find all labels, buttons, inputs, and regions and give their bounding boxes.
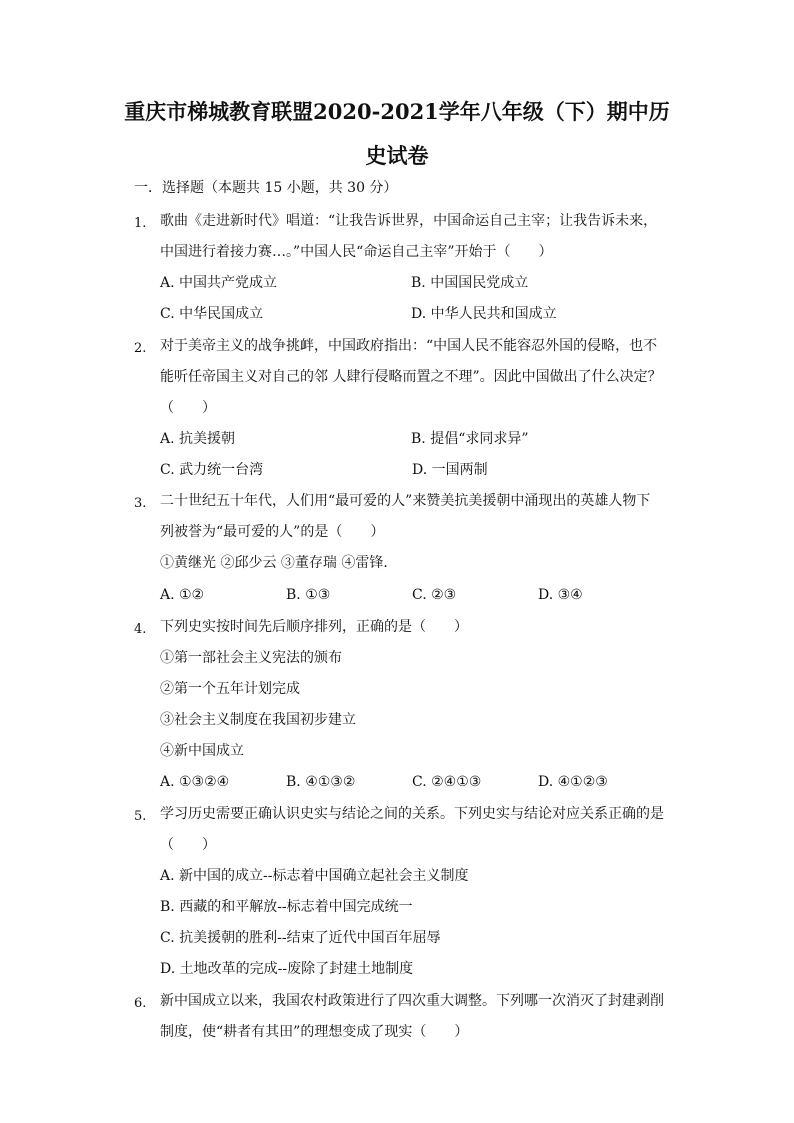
option-b: B. 提倡“求同求异” — [411, 431, 529, 447]
option-a: A. 中国共产党成立 — [160, 275, 278, 291]
question-stem-line: 列被誉为“最可爱的人”的是（ ） — [160, 524, 385, 540]
option-b: B. ①③ — [286, 587, 331, 603]
question-number: 3. — [134, 496, 147, 511]
question-stem-line: 下列史实按时间先后顺序排列，正确的是（ ） — [160, 619, 468, 635]
question-stem-line: （ ） — [160, 837, 216, 853]
option-a: A. 新中国的成立--标志着中国确立起社会主义制度 — [160, 868, 469, 884]
option-b: B. 西藏的和平解放--标志着中国完成统一 — [160, 899, 413, 915]
page-title-line-1: 重庆市梯城教育联盟2020-2021学年八年级（下）期中历 — [124, 99, 670, 124]
option-d: D. 一国两制 — [412, 462, 488, 478]
question-stem-line: 中国进行着接力赛…。”中国人民“命运自己主宰”开始于（ ） — [160, 244, 553, 260]
question-stem-line: ①第一部社会主义宪法的颁布 — [160, 650, 342, 666]
question-stem-line: ③社会主义制度在我国初步建立 — [160, 712, 356, 728]
option-c: C. 抗美援朝的胜利--结束了近代中国百年屈辱 — [160, 930, 441, 946]
question-stem-line: 学习历史需要正确认识史实与结论之间的关系。下列史实与结论对应关系正确的是 — [160, 806, 664, 822]
question-stem-line: 制度，使“耕者有其田”的理想变成了现实（ ） — [160, 1024, 469, 1040]
section-heading: 一．选择题（本题共 15 小题，共 30 分） — [134, 180, 398, 196]
question-stem-line: ①黄继光 ②邱少云 ③董存瑞 ④雷锋． — [160, 555, 398, 571]
option-d: D. ④①②③ — [538, 774, 608, 790]
option-c: C. 武力统一台湾 — [160, 462, 264, 478]
option-a: A. ①③②④ — [160, 774, 230, 790]
question-stem-line: 新中国成立以来，我国农村政策进行了四次重大调整。下列哪一次消灭了封建剥削 — [160, 993, 664, 1009]
question-stem-line: 歌曲《走进新时代》唱道：“让我告诉世界，中国命运自己主宰；让我告诉未来， — [160, 213, 658, 229]
option-c: C. ②④①③ — [412, 774, 482, 790]
option-a: A. 抗美援朝 — [160, 431, 236, 447]
question-number: 1. — [134, 216, 147, 231]
option-d: D. 土地改革的完成--废除了封建土地制度 — [160, 961, 414, 977]
option-b: B. ④①③② — [286, 774, 356, 790]
question-number: 4. — [134, 622, 147, 637]
question-stem-line: 二十世纪五十年代，人们用“最可爱的人”来赞美抗美援朝中涌现出的英雄人物下 — [160, 493, 651, 509]
question-stem-line: ④新中国成立 — [160, 743, 244, 759]
option-c: C. 中华民国成立 — [160, 306, 264, 322]
option-c: C. ②③ — [412, 587, 457, 603]
option-d: D. ③④ — [538, 587, 583, 603]
question-number: 5. — [134, 809, 147, 824]
question-stem-line: 对于美帝主义的战争挑衅，中国政府指出：“中国人民不能容忍外国的侵略，也不 — [160, 338, 658, 354]
question-number: 6. — [134, 996, 147, 1011]
question-stem-line: ②第一个五年计划完成 — [160, 681, 300, 697]
option-d: D. 中华人民共和国成立 — [411, 306, 557, 322]
question-stem-line: （ ） — [160, 400, 216, 416]
question-stem-line: 能听任帝国主义对自己的邻 人肆行侵略而置之不理”。因此中国做出了什么决定？ — [160, 369, 662, 385]
option-b: B. 中国国民党成立 — [411, 275, 529, 291]
question-number: 2. — [134, 341, 147, 356]
page-title-line-2: 史试卷 — [365, 143, 429, 168]
option-a: A. ①② — [160, 587, 205, 603]
